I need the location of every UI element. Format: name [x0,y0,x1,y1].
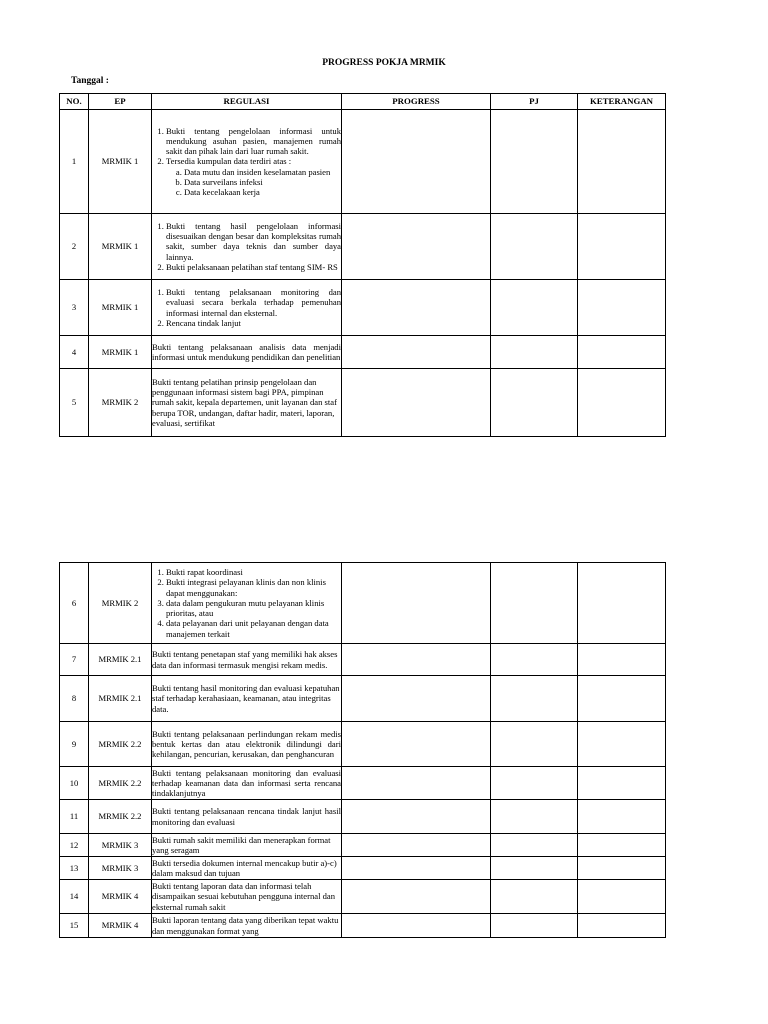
row-regulasi [152,914,342,938]
regulasi-subitem: b. Data surveilans infeksi [184,177,341,187]
regulasi-text: Bukti tentang laporan data dan informasi telah disampaikan sesuai kebutuhan pengguna internal dan eksternal rumah sakit [152,881,336,912]
table-row [60,214,666,280]
row-ep: MRMIK 1 [89,336,152,369]
row-keterangan-cell[interactable] [578,857,666,880]
row-regulasi [152,280,342,336]
date-label: Tanggal : [71,76,109,86]
row-pj-cell[interactable] [491,676,578,722]
row-regulasi [152,857,342,880]
row-pj-cell[interactable] [491,800,578,834]
row-no: 10 [60,767,89,800]
row-keterangan-cell[interactable] [578,767,666,800]
row-keterangan-cell[interactable] [578,914,666,938]
regulasi-item: 1. Bukti tentang pengelolaan informasi untuk mendukung asuhan pasien, manajemen rumah sakit dan pihak lain dari luar rumah sakit. [166,126,341,157]
regulasi-text: Bukti tentang pelaksanaan rencana tindak lanjut hasil monitoring dan evaluasi [152,806,341,827]
row-ep: MRMIK 2 [89,369,152,437]
header-regulasi: REGULASI [152,94,342,110]
regulasi-item-text: Tersedia kumpulan data terdiri atas : [166,156,292,167]
row-progress-cell[interactable] [342,722,491,767]
row-no: 6 [60,563,89,644]
regulasi-item [166,156,341,197]
header-keterangan: KETERANGAN [578,94,666,110]
row-ep: MRMIK 2.2 [89,767,152,800]
row-keterangan-cell[interactable] [578,834,666,857]
row-ep: MRMIK 2.2 [89,722,152,767]
table-row [60,369,666,437]
row-no: 3 [60,280,89,336]
regulasi-subitem: c. Data kecelakaan kerja [184,187,341,197]
regulasi-text: Bukti laporan tentang data yang diberikan tepat waktu dan menggunakan format yang [152,915,339,936]
regulasi-text: Bukti tentang pelaksanaan monitoring dan evaluasi terhadap keamanan data dan informasi serta rencana tindaklanjutnya [152,767,341,799]
row-ep: MRMIK 3 [89,857,152,880]
row-progress-cell[interactable] [342,834,491,857]
row-regulasi [152,563,342,644]
row-no: 13 [60,857,89,880]
regulasi-item: 1. Bukti tentang hasil pengelolaan informasi disesuaikan dengan besar dan kompleksitas rumah sakit, sumber daya teknis dan sumber daya lainnya. [166,221,341,262]
regulasi-text: Bukti tentang penetapan staf yang memiliki hak akses data dan informasi termasuk mengisi rekam medis. [152,649,338,670]
row-ep: MRMIK 1 [89,214,152,280]
row-progress-cell[interactable] [342,336,491,369]
row-no: 12 [60,834,89,857]
row-pj-cell[interactable] [491,369,578,437]
row-ep: MRMIK 2.2 [89,800,152,834]
regulasi-item: 3. data dalam pengukuran mutu pelayanan klinis prioritas, atau [166,598,341,618]
regulasi-text: Bukti tentang hasil monitoring dan evaluasi kepatuhan staf terhadap kerahasiaan, keamanan, atau integritas data. [152,683,340,714]
row-ep: MRMIK 2.1 [89,644,152,676]
table-row [60,676,666,722]
row-keterangan-cell[interactable] [578,369,666,437]
row-ep: MRMIK 3 [89,834,152,857]
row-regulasi [152,676,342,722]
row-no: 4 [60,336,89,369]
row-pj-cell[interactable] [491,767,578,800]
row-regulasi [152,336,342,369]
row-regulasi [152,644,342,676]
row-keterangan-cell[interactable] [578,214,666,280]
regulasi-text: Bukti tentang pelaksanaan perlindungan rekam medis bentuk kertas dan atau elektronik dilindungi dari kehilangan, pencurian, kerusakan, dan penghancuran [152,728,341,760]
table-row [60,110,666,214]
table-row [60,834,666,857]
table-row [60,280,666,336]
row-pj-cell[interactable] [491,563,578,644]
row-keterangan-cell[interactable] [578,336,666,369]
table-row [60,563,666,644]
row-regulasi [152,110,342,214]
table-row [60,800,666,834]
regulasi-item: 4. data pelayanan dari unit pelayanan dengan data manajemen terkait [166,618,341,638]
row-progress-cell[interactable] [342,800,491,834]
table-header-row [60,94,666,110]
row-no: 11 [60,800,89,834]
regulasi-text: Bukti tentang pelatihan prinsip pengelolaan dan penggunaan informasi sistem bagi PPA, pimpinan rumah sakit, kepala departemen, unit layanan dan staf berupa TOR, undangan, daftar hadir, materi, laporan, evaluasi, sertifikat [152,376,337,428]
table-row [60,914,666,938]
row-keterangan-cell[interactable] [578,280,666,336]
regulasi-item: 1. Bukti tentang pelaksanaan monitoring dan evaluasi secara berkala terhadap pemenuhan informasi internal dan eksternal. [166,287,341,318]
row-no: 15 [60,914,89,938]
regulasi-subitem: a. Data mutu dan insiden keselamatan pasien [184,167,341,177]
regulasi-item: 2. Bukti pelaksanaan pelatihan staf tentang SIM- RS [166,262,341,272]
row-ep: MRMIK 1 [89,280,152,336]
row-keterangan-cell[interactable] [578,676,666,722]
row-progress-cell[interactable] [342,767,491,800]
row-regulasi [152,880,342,914]
table-row [60,880,666,914]
row-pj-cell[interactable] [491,214,578,280]
row-keterangan-cell[interactable] [578,110,666,214]
regulasi-item: 2. Rencana tindak lanjut [166,318,341,328]
regulasi-text: Bukti rumah sakit memiliki dan menerapkan format yang seragam [152,834,331,855]
regulasi-text: Bukti tersedia dokumen internal mencakup butir a)-c) dalam maksud dan tujuan [152,857,337,878]
row-pj-cell[interactable] [491,280,578,336]
row-regulasi [152,214,342,280]
table-row [60,644,666,676]
row-no: 14 [60,880,89,914]
header-progress: PROGRESS [342,94,491,110]
row-pj-cell[interactable] [491,644,578,676]
row-keterangan-cell[interactable] [578,644,666,676]
row-regulasi [152,800,342,834]
row-progress-cell[interactable] [342,214,491,280]
row-pj-cell[interactable] [491,722,578,767]
row-ep: MRMIK 4 [89,914,152,938]
row-no: 8 [60,676,89,722]
header-pj: PJ [491,94,578,110]
row-no: 5 [60,369,89,437]
row-progress-cell[interactable] [342,880,491,914]
table-row [60,336,666,369]
regulasi-item: 2. Bukti integrasi pelayanan klinis dan non klinis dapat menggunakan: [166,577,341,597]
progress-table-part-1 [59,93,666,437]
row-regulasi [152,369,342,437]
document-title: PROGRESS POKJA MRMIK [322,58,446,68]
row-progress-cell[interactable] [342,280,491,336]
row-regulasi [152,722,342,767]
row-pj-cell[interactable] [491,336,578,369]
row-progress-cell[interactable] [342,563,491,644]
row-keterangan-cell[interactable] [578,880,666,914]
row-ep: MRMIK 4 [89,880,152,914]
row-progress-cell[interactable] [342,914,491,938]
row-keterangan-cell[interactable] [578,722,666,767]
progress-table-part-2 [59,562,666,938]
row-progress-cell[interactable] [342,369,491,437]
row-ep: MRMIK 1 [89,110,152,214]
row-ep: MRMIK 2.1 [89,676,152,722]
header-ep: EP [89,94,152,110]
row-no: 2 [60,214,89,280]
row-progress-cell[interactable] [342,110,491,214]
row-progress-cell[interactable] [342,857,491,880]
regulasi-item: 1. Bukti rapat koordinasi [166,567,341,577]
row-pj-cell[interactable] [491,857,578,880]
row-no: 7 [60,644,89,676]
row-regulasi [152,834,342,857]
row-keterangan-cell[interactable] [578,800,666,834]
table-row [60,857,666,880]
regulasi-text: Bukti tentang pelaksanaan analisis data menjadi informasi untuk mendukung pendidikan dan penelitian [152,341,341,362]
row-no: 9 [60,722,89,767]
row-keterangan-cell[interactable] [578,563,666,644]
row-pj-cell[interactable] [491,914,578,938]
header-no: NO. [60,94,89,110]
row-progress-cell[interactable] [342,644,491,676]
row-progress-cell[interactable] [342,676,491,722]
row-regulasi [152,767,342,800]
row-pj-cell[interactable] [491,880,578,914]
row-ep: MRMIK 2 [89,563,152,644]
table-row [60,722,666,767]
row-no: 1 [60,110,89,214]
row-pj-cell[interactable] [491,834,578,857]
table-row [60,767,666,800]
row-pj-cell[interactable] [491,110,578,214]
